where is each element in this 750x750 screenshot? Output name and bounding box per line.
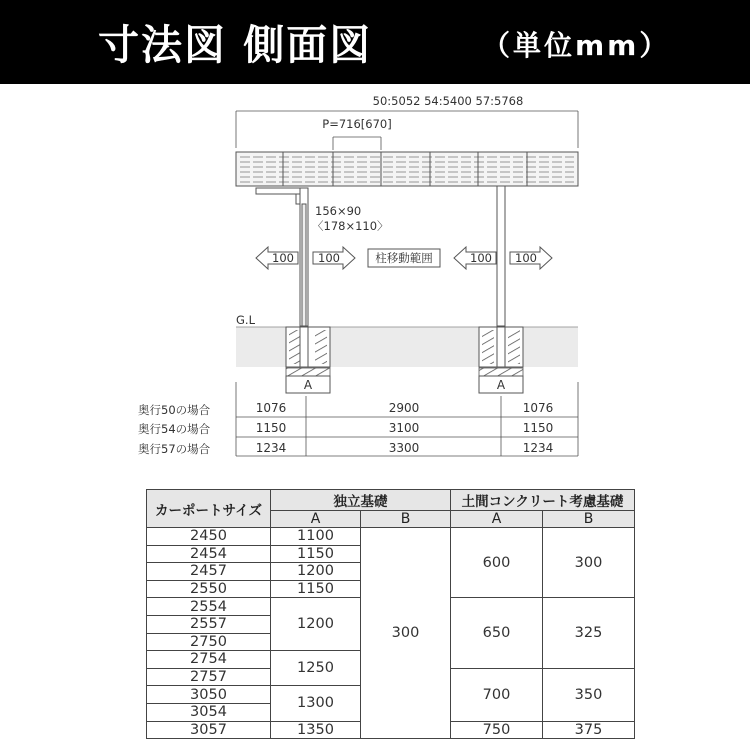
header-b: B: [543, 511, 635, 528]
independent-a-cell: 1200: [271, 563, 361, 581]
foundation-width-left: [286, 376, 330, 393]
roof-panel: [236, 152, 578, 186]
post-right: [497, 186, 505, 326]
independent-a-cell: 1100: [271, 528, 361, 546]
earth-a-cell: 650: [451, 598, 543, 668]
size-cell: 2454: [147, 545, 271, 563]
top-dimension-line: [236, 111, 578, 148]
earth-a-cell: 700: [451, 668, 543, 721]
svg-text:柱移動範囲: 柱移動範囲: [375, 251, 433, 265]
independent-b-cell: 300: [361, 528, 451, 739]
ground-level-label: G.L: [236, 313, 255, 327]
svg-text:3300: 3300: [388, 441, 420, 455]
header-a: A: [451, 511, 543, 528]
header-a: A: [271, 511, 361, 528]
dimension-row-57: [138, 441, 553, 456]
size-cell: 3050: [147, 686, 271, 704]
svg-text:奥行57の場合: 奥行57の場合: [138, 442, 211, 456]
earth-b-cell: 350: [543, 668, 635, 721]
size-cell: 2450: [147, 528, 271, 546]
earth-a-cell: 750: [451, 721, 543, 739]
svg-text:1234: 1234: [522, 441, 554, 455]
foundation-right: [479, 327, 523, 376]
foundation-size-table: [146, 489, 635, 739]
move-arrow-right-a: [313, 247, 355, 269]
svg-text:奥行54の場合: 奥行54の場合: [138, 422, 211, 436]
svg-text:奥行50の場合: 奥行50の場合: [138, 403, 211, 417]
size-cell: 2750: [147, 633, 271, 651]
independent-a-cell: 1350: [271, 721, 361, 739]
header-b: B: [361, 511, 451, 528]
dimension-row-50: [138, 401, 553, 417]
unit-label: （単位mm）: [482, 29, 671, 62]
pitch-dimension-line: [333, 137, 381, 150]
earth-a-cell: 600: [451, 528, 543, 598]
svg-text:2900: 2900: [388, 401, 420, 415]
svg-text:3100: 3100: [388, 421, 420, 435]
svg-text:1234: 1234: [255, 441, 287, 455]
svg-text:1150: 1150: [255, 421, 287, 435]
move-arrow-left-a: [256, 247, 298, 269]
size-cell: 3057: [147, 721, 271, 739]
svg-text:1150: 1150: [522, 421, 554, 435]
independent-a-cell: 1200: [271, 598, 361, 651]
dimension-row-54: [138, 421, 553, 436]
independent-a-cell: 1250: [271, 651, 361, 686]
post-range-label: [368, 249, 440, 267]
header-independent-foundation: 独立基礎: [271, 490, 451, 511]
top-dimension-label: 50:5052 54:5400 57:5768: [372, 94, 524, 108]
earth-b-cell: 325: [543, 598, 635, 668]
independent-a-cell: 1150: [271, 545, 361, 563]
earth-b-cell: 300: [543, 528, 635, 598]
earth-b-cell: 375: [543, 721, 635, 739]
pitch-label: P=716[670]: [322, 117, 392, 131]
size-cell: 2550: [147, 580, 271, 598]
move-arrow-right-b: [510, 247, 552, 269]
svg-text:100: 100: [318, 251, 340, 265]
post-size-alt-label: 〈178×110〉: [312, 219, 389, 233]
foundation-left: [286, 327, 330, 376]
size-cell: 2457: [147, 563, 271, 581]
foundation-width-right: [479, 376, 523, 393]
post-left: [300, 188, 308, 326]
svg-text:A: A: [496, 378, 506, 392]
svg-text:100: 100: [272, 251, 294, 265]
independent-a-cell: 1150: [271, 580, 361, 598]
size-cell: 2554: [147, 598, 271, 616]
svg-text:100: 100: [470, 251, 492, 265]
svg-text:A: A: [303, 378, 313, 392]
svg-text:1076: 1076: [522, 401, 554, 415]
size-cell: 3054: [147, 703, 271, 721]
move-arrow-left-b: [454, 247, 496, 269]
size-cell: 2557: [147, 615, 271, 633]
size-cell: 2754: [147, 651, 271, 669]
independent-a-cell: 1300: [271, 686, 361, 721]
page-title: 寸法図 側面図: [98, 21, 373, 69]
header-earth-concrete-foundation: 土間コンクリート考慮基礎: [451, 490, 635, 511]
svg-text:1076: 1076: [255, 401, 287, 415]
header-carport-size: カーポートサイズ: [147, 490, 271, 528]
post-size-label: 156×90: [315, 204, 362, 218]
svg-text:100: 100: [515, 251, 537, 265]
size-cell: 2757: [147, 668, 271, 686]
side-beam: [256, 188, 304, 204]
